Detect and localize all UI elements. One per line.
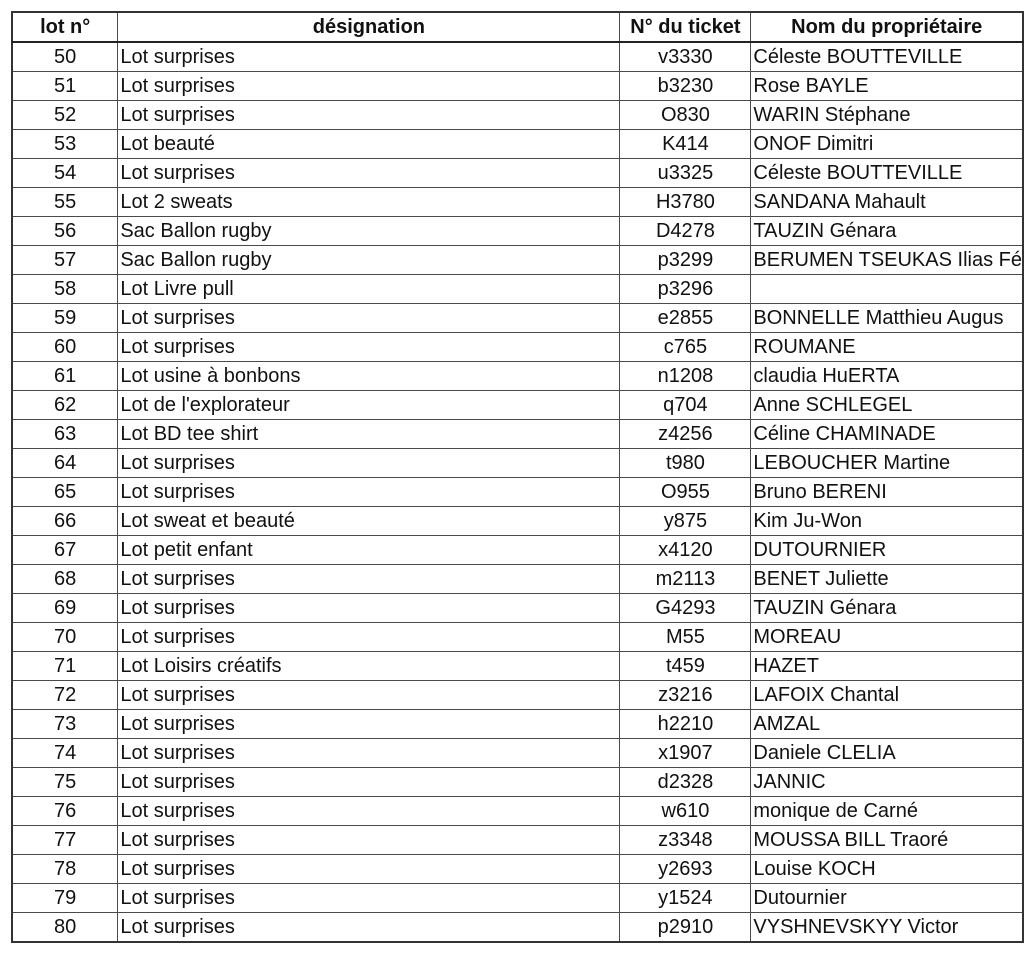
table-row: [12, 275, 1023, 304]
ticket-number-cell: c765: [620, 333, 751, 362]
ticket-number-cell: q704: [620, 391, 751, 420]
designation-cell: Lot 2 sweats: [118, 188, 620, 217]
owner-name-cell: Céleste BOUTTEVILLE: [751, 159, 1023, 188]
table-row: [12, 710, 1023, 739]
header-row: [12, 12, 1023, 42]
owner-name-cell: Daniele CLELIA: [751, 739, 1023, 768]
lot-number-cell: 60: [12, 333, 118, 362]
owner-name-cell: ROUMANE: [751, 333, 1023, 362]
header-ticket-number: N° du ticket: [620, 12, 751, 42]
lot-number-cell: 64: [12, 449, 118, 478]
lot-number-cell: 73: [12, 710, 118, 739]
owner-name-cell: JANNIC: [751, 768, 1023, 797]
designation-cell: Lot surprises: [118, 565, 620, 594]
ticket-number-cell: H3780: [620, 188, 751, 217]
lots-table: [11, 11, 1024, 943]
designation-cell: Lot surprises: [118, 72, 620, 101]
owner-name-cell: TAUZIN Génara: [751, 594, 1023, 623]
ticket-number-cell: x1907: [620, 739, 751, 768]
lot-number-cell: 65: [12, 478, 118, 507]
table-row: [12, 623, 1023, 652]
table-row: [12, 681, 1023, 710]
lot-number-cell: 71: [12, 652, 118, 681]
designation-cell: Lot surprises: [118, 333, 620, 362]
owner-name-cell: Louise KOCH: [751, 855, 1023, 884]
table-row: [12, 217, 1023, 246]
owner-name-cell: LEBOUCHER Martine: [751, 449, 1023, 478]
lot-number-cell: 72: [12, 681, 118, 710]
lot-number-cell: 58: [12, 275, 118, 304]
table-row: [12, 333, 1023, 362]
lot-number-cell: 69: [12, 594, 118, 623]
ticket-number-cell: m2113: [620, 565, 751, 594]
lot-number-cell: 53: [12, 130, 118, 159]
ticket-number-cell: z3216: [620, 681, 751, 710]
owner-name-cell: [751, 275, 1023, 304]
ticket-number-cell: t980: [620, 449, 751, 478]
designation-cell: Lot surprises: [118, 710, 620, 739]
ticket-number-cell: O955: [620, 478, 751, 507]
ticket-number-cell: O830: [620, 101, 751, 130]
header-owner-name: Nom du propriétaire: [751, 12, 1023, 42]
owner-name-cell: ONOF Dimitri: [751, 130, 1023, 159]
designation-cell: Lot surprises: [118, 304, 620, 333]
designation-cell: Lot surprises: [118, 826, 620, 855]
table-row: [12, 159, 1023, 188]
owner-name-cell: BONNELLE Matthieu Augus: [751, 304, 1023, 333]
ticket-number-cell: d2328: [620, 768, 751, 797]
designation-cell: Lot surprises: [118, 913, 620, 943]
designation-cell: Lot surprises: [118, 884, 620, 913]
lot-number-cell: 52: [12, 101, 118, 130]
table-row: [12, 72, 1023, 101]
lot-number-cell: 77: [12, 826, 118, 855]
designation-cell: Lot surprises: [118, 101, 620, 130]
lot-number-cell: 61: [12, 362, 118, 391]
table-row: [12, 101, 1023, 130]
owner-name-cell: claudia HuERTA: [751, 362, 1023, 391]
table-row: [12, 913, 1023, 943]
lot-number-cell: 56: [12, 217, 118, 246]
ticket-number-cell: z3348: [620, 826, 751, 855]
designation-cell: Lot usine à bonbons: [118, 362, 620, 391]
ticket-number-cell: n1208: [620, 362, 751, 391]
designation-cell: Lot Livre pull: [118, 275, 620, 304]
designation-cell: Lot de l'explorateur: [118, 391, 620, 420]
ticket-number-cell: e2855: [620, 304, 751, 333]
lot-number-cell: 74: [12, 739, 118, 768]
owner-name-cell: monique de Carné: [751, 797, 1023, 826]
table-row: [12, 739, 1023, 768]
table-row: [12, 826, 1023, 855]
table-row: [12, 884, 1023, 913]
table-row: [12, 188, 1023, 217]
table-row: [12, 594, 1023, 623]
lot-number-cell: 57: [12, 246, 118, 275]
owner-name-cell: Kim Ju-Won: [751, 507, 1023, 536]
ticket-number-cell: y1524: [620, 884, 751, 913]
table-row: [12, 855, 1023, 884]
ticket-number-cell: p3296: [620, 275, 751, 304]
designation-cell: Lot surprises: [118, 623, 620, 652]
ticket-number-cell: u3325: [620, 159, 751, 188]
designation-cell: Lot surprises: [118, 159, 620, 188]
owner-name-cell: WARIN Stéphane: [751, 101, 1023, 130]
ticket-number-cell: M55: [620, 623, 751, 652]
designation-cell: Lot surprises: [118, 768, 620, 797]
header-lot-number: lot n°: [12, 12, 118, 42]
owner-name-cell: Anne SCHLEGEL: [751, 391, 1023, 420]
table-row: [12, 449, 1023, 478]
owner-name-cell: Dutournier: [751, 884, 1023, 913]
designation-cell: Lot surprises: [118, 478, 620, 507]
owner-name-cell: BERUMEN TSEUKAS Ilias Fé: [751, 246, 1023, 275]
table-body: [12, 42, 1023, 942]
lot-number-cell: 54: [12, 159, 118, 188]
table-row: [12, 797, 1023, 826]
ticket-number-cell: v3330: [620, 42, 751, 72]
lot-number-cell: 66: [12, 507, 118, 536]
table-row: [12, 246, 1023, 275]
owner-name-cell: Bruno BERENI: [751, 478, 1023, 507]
table-row: [12, 768, 1023, 797]
table-row: [12, 478, 1023, 507]
table-header: [12, 12, 1023, 42]
ticket-number-cell: w610: [620, 797, 751, 826]
lot-number-cell: 80: [12, 913, 118, 943]
lot-number-cell: 67: [12, 536, 118, 565]
ticket-number-cell: y2693: [620, 855, 751, 884]
designation-cell: Sac Ballon rugby: [118, 246, 620, 275]
lot-number-cell: 51: [12, 72, 118, 101]
ticket-number-cell: h2210: [620, 710, 751, 739]
designation-cell: Lot petit enfant: [118, 536, 620, 565]
owner-name-cell: MOREAU: [751, 623, 1023, 652]
table-row: [12, 652, 1023, 681]
header-designation: désignation: [118, 12, 620, 42]
lot-number-cell: 55: [12, 188, 118, 217]
table-row: [12, 565, 1023, 594]
owner-name-cell: VYSHNEVSKYY Victor: [751, 913, 1023, 943]
lot-number-cell: 78: [12, 855, 118, 884]
ticket-number-cell: G4293: [620, 594, 751, 623]
owner-name-cell: DUTOURNIER: [751, 536, 1023, 565]
owner-name-cell: Rose BAYLE: [751, 72, 1023, 101]
owner-name-cell: LAFOIX Chantal: [751, 681, 1023, 710]
owner-name-cell: SANDANA Mahault: [751, 188, 1023, 217]
lot-number-cell: 76: [12, 797, 118, 826]
table-row: [12, 130, 1023, 159]
lot-number-cell: 79: [12, 884, 118, 913]
ticket-number-cell: t459: [620, 652, 751, 681]
lot-number-cell: 68: [12, 565, 118, 594]
designation-cell: Lot BD tee shirt: [118, 420, 620, 449]
lot-number-cell: 62: [12, 391, 118, 420]
lot-number-cell: 70: [12, 623, 118, 652]
ticket-number-cell: x4120: [620, 536, 751, 565]
designation-cell: Lot sweat et beauté: [118, 507, 620, 536]
designation-cell: Lot beauté: [118, 130, 620, 159]
designation-cell: Lot surprises: [118, 855, 620, 884]
table-row: [12, 420, 1023, 449]
lot-number-cell: 75: [12, 768, 118, 797]
owner-name-cell: AMZAL: [751, 710, 1023, 739]
lot-number-cell: 59: [12, 304, 118, 333]
table-row: [12, 362, 1023, 391]
owner-name-cell: TAUZIN Génara: [751, 217, 1023, 246]
owner-name-cell: Céline CHAMINADE: [751, 420, 1023, 449]
owner-name-cell: HAZET: [751, 652, 1023, 681]
table-row: [12, 507, 1023, 536]
ticket-number-cell: p2910: [620, 913, 751, 943]
table-row: [12, 42, 1023, 72]
table-row: [12, 391, 1023, 420]
designation-cell: Lot surprises: [118, 739, 620, 768]
ticket-number-cell: z4256: [620, 420, 751, 449]
table-row: [12, 536, 1023, 565]
owner-name-cell: BENET Juliette: [751, 565, 1023, 594]
designation-cell: Sac Ballon rugby: [118, 217, 620, 246]
designation-cell: Lot surprises: [118, 594, 620, 623]
lot-number-cell: 63: [12, 420, 118, 449]
table-row: [12, 304, 1023, 333]
designation-cell: Lot surprises: [118, 797, 620, 826]
ticket-number-cell: b3230: [620, 72, 751, 101]
owner-name-cell: MOUSSA BILL Traoré: [751, 826, 1023, 855]
ticket-number-cell: K414: [620, 130, 751, 159]
ticket-number-cell: y875: [620, 507, 751, 536]
designation-cell: Lot surprises: [118, 681, 620, 710]
designation-cell: Lot surprises: [118, 42, 620, 72]
lot-number-cell: 50: [12, 42, 118, 72]
owner-name-cell: Céleste BOUTTEVILLE: [751, 42, 1023, 72]
ticket-number-cell: D4278: [620, 217, 751, 246]
designation-cell: Lot Loisirs créatifs: [118, 652, 620, 681]
designation-cell: Lot surprises: [118, 449, 620, 478]
ticket-number-cell: p3299: [620, 246, 751, 275]
